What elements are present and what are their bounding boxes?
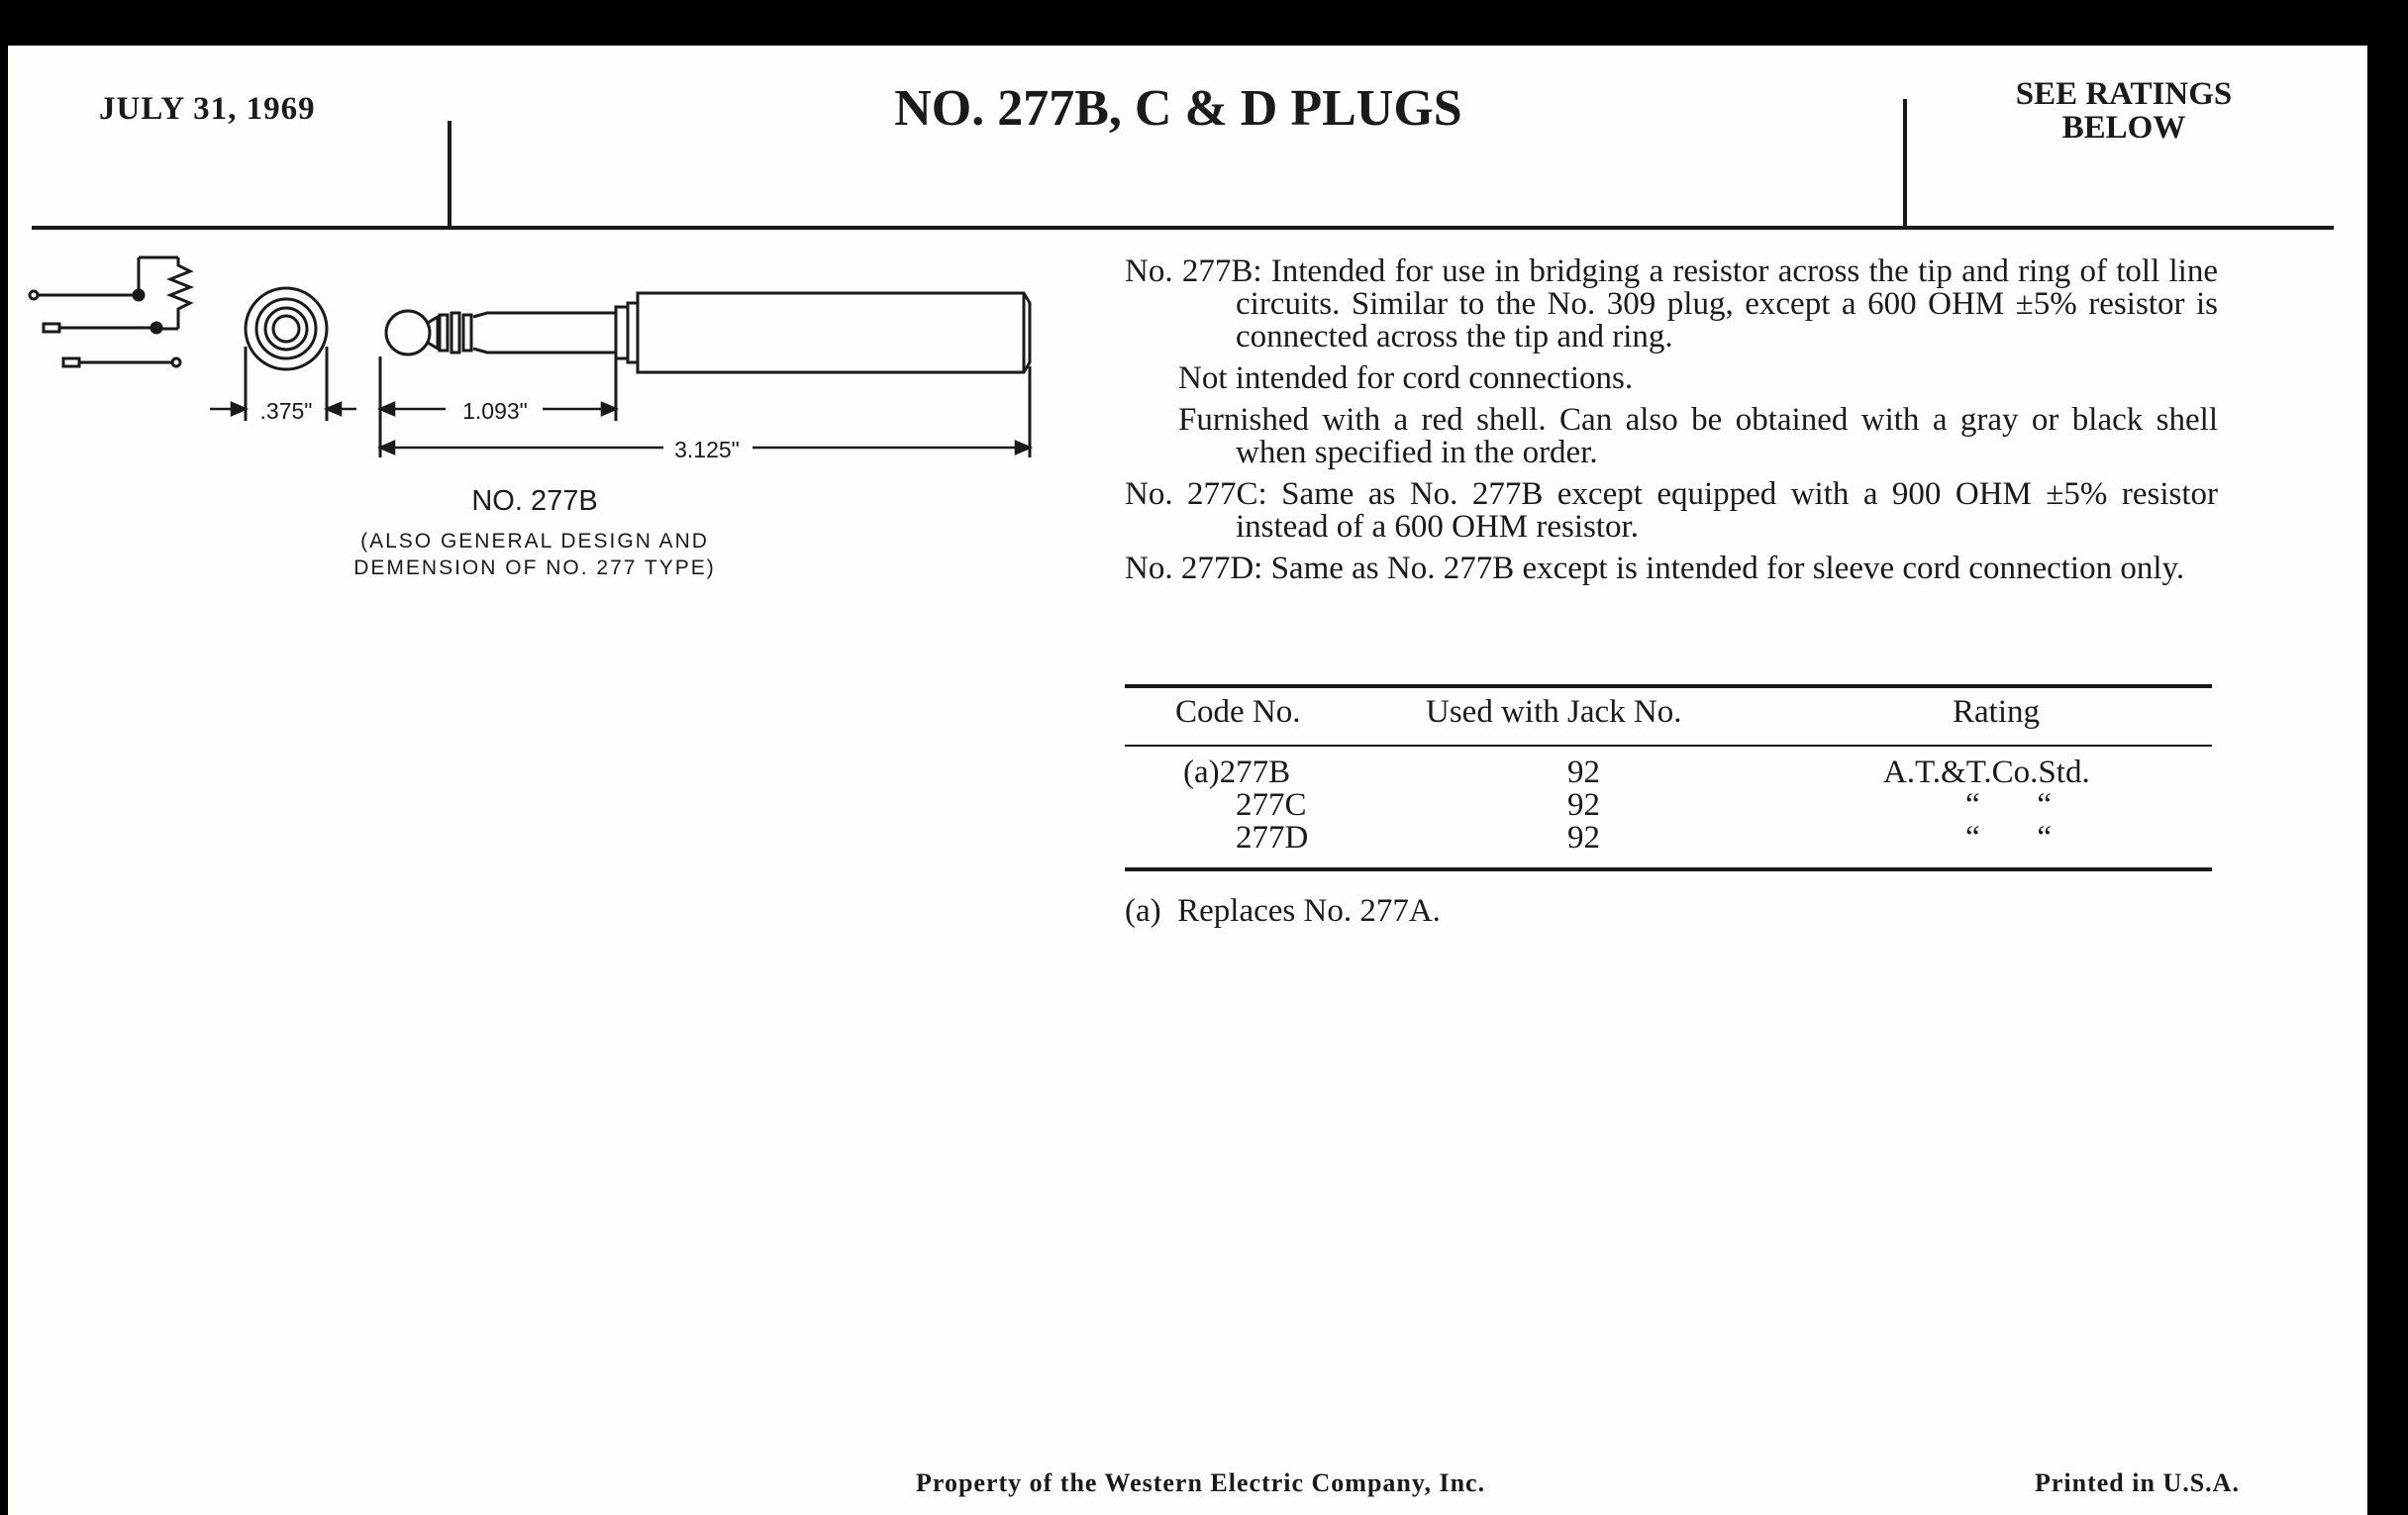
- sheet-date: JULY 31, 1969: [99, 91, 316, 127]
- table-cell-code: 277C: [1236, 787, 1307, 823]
- figure-caption: [277, 528, 792, 581]
- table-cell-rating: “ “: [1965, 820, 2053, 856]
- header-divider-right: [1903, 99, 1907, 226]
- rating-note: [1941, 77, 2307, 145]
- description: [1125, 255, 2218, 594]
- description-paragraph: No. 277B: Intended for use in bridging a resistor across the tip and ring of toll line circuits. Similar to the No. 309 plug, except a 600 OHM ±5% resistor is connected across the tip and ring.: [1125, 253, 2218, 354]
- dimension-lines: [210, 403, 1030, 454]
- rating-note-line-2: BELOW: [2061, 110, 2186, 146]
- table-cell-rating: A.T.&T.Co.Std.: [1883, 755, 2090, 790]
- dimension-tip-length: 1.093": [462, 398, 528, 424]
- plug-side-view: [380, 293, 1030, 457]
- rating-note-line-1: SEE RATINGS: [2015, 76, 2233, 112]
- dimension-overall-length: 3.125": [674, 437, 740, 462]
- description-paragraph: Furnished with a red shell. Can also be obtained with a gray or black shell when specified in the order.: [1178, 402, 2218, 470]
- header-rule: [32, 226, 2334, 230]
- description-paragraph: No. 277C: Same as No. 277B except equipped with a 900 OHM ±5% resistor instead of a 600 OHM resistor.: [1125, 476, 2218, 545]
- table-cell-jack: 92: [1567, 755, 1600, 790]
- figure-label: NO. 277B: [471, 485, 598, 517]
- description-paragraph: Not intended for cord connections.: [1178, 360, 1634, 396]
- footer-printed-notice: Printed in U.S.A.: [2035, 1468, 2240, 1497]
- dimension-diameter: .375": [259, 398, 313, 424]
- table-header-code: Code No.: [1175, 694, 1301, 730]
- table-cell-jack: 92: [1567, 820, 1600, 856]
- table-header-jack: Used with Jack No.: [1426, 694, 1682, 730]
- table-top-rule: [1125, 684, 2212, 688]
- table-header-rule: [1125, 745, 2212, 747]
- table-footnote: (a) Replaces No. 277A.: [1125, 893, 1441, 929]
- table-cell-jack: 92: [1567, 787, 1600, 823]
- table-cell-code: (a)277B: [1183, 755, 1291, 790]
- plug-dimension-drawing: [22, 238, 1052, 495]
- table-cell-code: 277D: [1236, 820, 1309, 856]
- schematic-symbol: [30, 257, 190, 366]
- figure-caption-line-2: DEMENSION OF NO. 277 TYPE): [353, 556, 716, 579]
- footer-property-notice: Property of the Western Electric Company, Inc.: [916, 1468, 1486, 1497]
- table-header-rating: Rating: [1953, 694, 2040, 730]
- figure-caption-line-1: (ALSO GENERAL DESIGN AND: [360, 530, 709, 553]
- sheet-title: NO. 277B, C & D PLUGS: [894, 80, 1462, 137]
- table-cell-rating: “ “: [1965, 787, 2053, 823]
- description-paragraph: No. 277D: Same as No. 277B except is intended for sleeve cord connection only.: [1125, 551, 2185, 586]
- table-bottom-rule: [1125, 867, 2212, 871]
